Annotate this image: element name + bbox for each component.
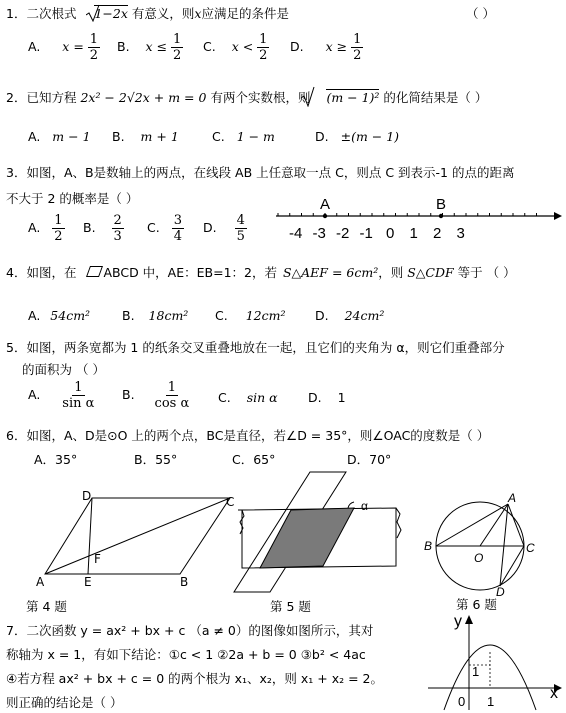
q1-option-b[interactable] (117, 32, 183, 63)
figure-4-parallelogram (30, 486, 250, 592)
origin-label: 0 (458, 694, 466, 709)
q3-option-d-letter: D. (203, 220, 217, 235)
q2-option-a-letter: A. (28, 129, 41, 144)
q3-c-num: 3 (173, 213, 182, 228)
q4-option-b-value: 18cm² (148, 308, 189, 323)
q3-b-den: 3 (113, 229, 122, 244)
tick-label: -2 (336, 225, 350, 242)
q6-option-b[interactable]: B．55° (134, 452, 178, 467)
q5-b-num: 1 (167, 380, 177, 395)
q3-b-num: 2 (113, 213, 122, 228)
q3-d-den: 5 (236, 229, 245, 244)
q4-parallelogram: ABCD 中，AE：EB=1：2，若 (103, 265, 277, 280)
q1-option-d-letter: D. (290, 39, 304, 54)
q7-line4: 则正确的结论是（ ） (6, 695, 123, 710)
tick-label: 3 (456, 225, 465, 242)
q4-option-a[interactable] (28, 308, 90, 323)
q6-line1: 6．如图，A、D是⊙O 上的两个点，BC是直径，若∠D = 35°，则∠OAC的度数是（ ） (6, 428, 490, 443)
q4-stem (6, 263, 516, 281)
fig6-point-d: D (496, 585, 505, 598)
q1-d-den: 2 (353, 48, 362, 63)
q3-option-d-frac (235, 213, 247, 244)
fig6-point-a: A (508, 491, 517, 505)
q2-option-c-letter: C. (212, 129, 225, 144)
q4-option-c-letter: C. (215, 308, 228, 323)
q5-a-den: sin α (62, 396, 95, 411)
q1-option-a-letter: A. (28, 39, 41, 54)
q2-suffix: 的化简结果是（ ） (383, 90, 488, 105)
tick-label: 1 (409, 225, 418, 242)
y-axis-label: y (454, 613, 462, 630)
q1-b-num: 1 (173, 32, 182, 47)
q7-line3: ④若方程 ax² + bx + c = 0 的两个根为 x₁、x₂，则 x₁ + x₂ = 2。 (6, 671, 384, 686)
q1-prefix: 1．二次根式 (6, 6, 77, 21)
q3-option-c[interactable] (147, 213, 184, 244)
q5-line2: 的面积为 （ ） (22, 362, 105, 377)
fig4-point-f: F (94, 552, 101, 566)
point-a-label: A (320, 196, 331, 213)
segment-de (88, 498, 92, 574)
q7-line2: 称轴为 x = 1，有如下结论：①c < 1 ②2a + b = 0 ③b² < 4ac (6, 647, 366, 662)
point-b-label: B (436, 196, 447, 213)
q5-a-num: 1 (74, 380, 83, 395)
q1-option-a-lhs: x = (62, 39, 84, 54)
q2-mid: 有两个实数根，则 (210, 90, 311, 105)
tick-label: 0 (386, 225, 395, 242)
segment-oa (480, 504, 508, 546)
q3-option-b[interactable] (83, 213, 124, 244)
y-one-label: 1 (472, 664, 480, 679)
q1-option-d-frac (351, 32, 363, 63)
q2-option-d-value: ±(m − 1) (340, 129, 400, 144)
angle-arc (348, 502, 354, 508)
q4-option-d-value: 24cm² (344, 308, 385, 323)
x-axis-label: x (550, 685, 558, 702)
q2-equation: 2x² − 2√2x + m = 0 (80, 90, 207, 105)
figure-6-circle (416, 488, 556, 598)
q1-option-c-frac (257, 32, 269, 63)
q5-option-c-value: sin α (246, 390, 278, 405)
q4-option-b-letter: B. (122, 308, 135, 323)
q5-line1: 5．如图，两条宽都为 1 的纸条交叉重叠地放在一起，且它们的夹角为 α，则它们重叠部分 (6, 340, 505, 355)
q2-prefix: 2．已知方程 (6, 90, 77, 105)
q2-option-b-value: m + 1 (140, 129, 179, 144)
q1-answer-paren: （ ） (466, 6, 495, 21)
q4-area1: S△AEF = 6cm² (282, 265, 379, 280)
q1-option-a[interactable] (28, 32, 100, 63)
point-a-dot (323, 214, 327, 218)
q1-suffix2: 应满足的条件是 (201, 6, 289, 21)
q1-c-den: 2 (259, 48, 268, 63)
tick-label: -1 (359, 225, 373, 242)
q3-number-line (272, 196, 562, 246)
q3-option-c-letter: C. (147, 220, 160, 235)
figure-7-parabola (424, 612, 564, 712)
q4-prefix: 4．如图，在 (6, 265, 77, 280)
q4-area2: S△CDF (407, 265, 454, 280)
q5-option-a[interactable] (28, 380, 96, 411)
q6-option-d[interactable]: D．70° (347, 452, 392, 467)
fig4-point-a: A (36, 575, 45, 589)
tick-label: -3 (312, 225, 326, 242)
q3-option-a-frac (52, 213, 64, 244)
diagonal-ac (45, 498, 230, 574)
q4-option-d[interactable] (315, 308, 384, 323)
q5-option-d-letter: D. (308, 390, 322, 405)
tick-label: -4 (289, 225, 303, 242)
q2-option-d-letter: D. (315, 129, 329, 144)
q7-line1: 7．二次函数 y = ax² + bx + c （a ≠ 0）的图像如图所示，其对 (6, 623, 374, 638)
q1-option-d[interactable] (290, 32, 363, 63)
q5-option-b-letter: B. (122, 387, 135, 402)
q6-option-a[interactable]: A．35° (34, 452, 78, 467)
q2-option-a[interactable] (28, 129, 91, 144)
q3-line1: 3．如图，A、B是数轴上的两点，在线段 AB 上任意取一点 C，则点 C 到表示-1 的点的距离 (6, 165, 515, 180)
q1-radicand: 1−2x (94, 6, 128, 21)
q3-d-num: 4 (236, 213, 245, 228)
q1-a-den: 2 (89, 48, 99, 63)
fig6-point-b: B (424, 539, 433, 553)
q3-option-a-letter: A. (28, 220, 41, 235)
q2-option-b[interactable] (112, 129, 179, 144)
q2-stem (6, 88, 487, 106)
q1-option-b-lhs: x ≤ (145, 39, 168, 54)
q5-option-a-frac (60, 380, 96, 411)
q5-option-a-letter: A. (28, 387, 41, 402)
q4-option-d-letter: D. (315, 308, 329, 323)
number-line-arrow (554, 212, 562, 220)
q2-option-d[interactable] (315, 129, 399, 144)
q1-option-d-lhs: x ≥ (325, 39, 348, 54)
q3-option-b-letter: B. (83, 220, 96, 235)
q2-radical: (m − 1)² (326, 90, 380, 105)
figure-5-caption: 第 5 题 (270, 599, 311, 614)
q4-option-a-value: 54cm² (50, 308, 91, 323)
q2-option-c-value: 1 − m (236, 129, 275, 144)
figure-4-caption: 第 4 题 (26, 599, 67, 614)
q4-mid: ，则 (378, 265, 404, 280)
tick-label: 2 (433, 225, 442, 242)
figure-5-paper-strips (228, 470, 406, 594)
q1-radical-sign (86, 4, 100, 22)
segment-ba (436, 504, 508, 546)
q1-option-b-frac (171, 32, 183, 63)
q5-option-c-letter: C. (218, 390, 231, 405)
q2-option-a-value: m − 1 (52, 129, 91, 144)
q3-option-a[interactable] (28, 213, 65, 244)
q5-option-d-value: 1 (337, 390, 346, 405)
segment-ca (508, 504, 524, 546)
fig4-point-c: C (226, 495, 235, 509)
q2-option-b-letter: B. (112, 129, 125, 144)
y-axis-arrow (465, 615, 473, 624)
q2-option-c[interactable] (212, 129, 275, 144)
q2-radical-sign (301, 85, 315, 107)
angle-alpha-label: α (361, 499, 368, 513)
q3-option-b-frac (112, 213, 124, 244)
q6-option-c[interactable]: C．65° (232, 452, 276, 467)
q1-option-c-lhs: x < (231, 39, 254, 54)
q4-suffix: 等于 （ ） (457, 265, 516, 280)
q4-option-a-letter: A. (28, 308, 41, 323)
q1-stem (6, 4, 289, 22)
q3-a-den: 2 (54, 229, 63, 244)
parallelogram-icon (86, 266, 103, 277)
torn-edge-right (396, 508, 401, 538)
q5-b-den: cos α (154, 396, 190, 411)
fig6-point-c: C (526, 541, 535, 555)
q4-option-c[interactable] (215, 308, 285, 323)
q5-option-c[interactable] (218, 390, 278, 405)
q1-d-num: 1 (353, 32, 362, 47)
q1-var: x (194, 6, 202, 21)
x-one-label: 1 (487, 694, 495, 709)
q1-option-b-letter: B. (117, 39, 130, 54)
q4-option-b[interactable] (122, 308, 188, 323)
point-b-dot (439, 214, 443, 218)
q1-a-num: 1 (89, 32, 99, 47)
fig6-point-o: O (474, 551, 484, 565)
q4-option-c-value: 12cm² (245, 308, 286, 323)
q1-suffix: 有意义，则 (131, 6, 195, 21)
q3-a-num: 1 (54, 213, 63, 228)
fig4-point-e: E (84, 575, 92, 589)
q5-option-d[interactable] (308, 390, 346, 405)
fig4-point-d: D (82, 489, 92, 503)
fig4-point-b: B (180, 575, 189, 589)
q3-c-den: 4 (173, 229, 182, 244)
q1-b-den: 2 (173, 48, 182, 63)
q5-option-b-frac (153, 380, 192, 411)
q3-option-c-frac (172, 213, 184, 244)
q1-option-c-letter: C. (203, 39, 216, 54)
q1-c-num: 1 (259, 32, 268, 47)
figure-6-caption: 第 6 题 (456, 597, 497, 612)
q5-option-b[interactable] (122, 380, 191, 411)
q1-option-c[interactable] (203, 32, 269, 63)
q3-option-d[interactable] (203, 213, 247, 244)
q1-option-a-frac (88, 32, 100, 63)
q3-line2: 不大于 2 的概率是（ ） (6, 191, 139, 206)
